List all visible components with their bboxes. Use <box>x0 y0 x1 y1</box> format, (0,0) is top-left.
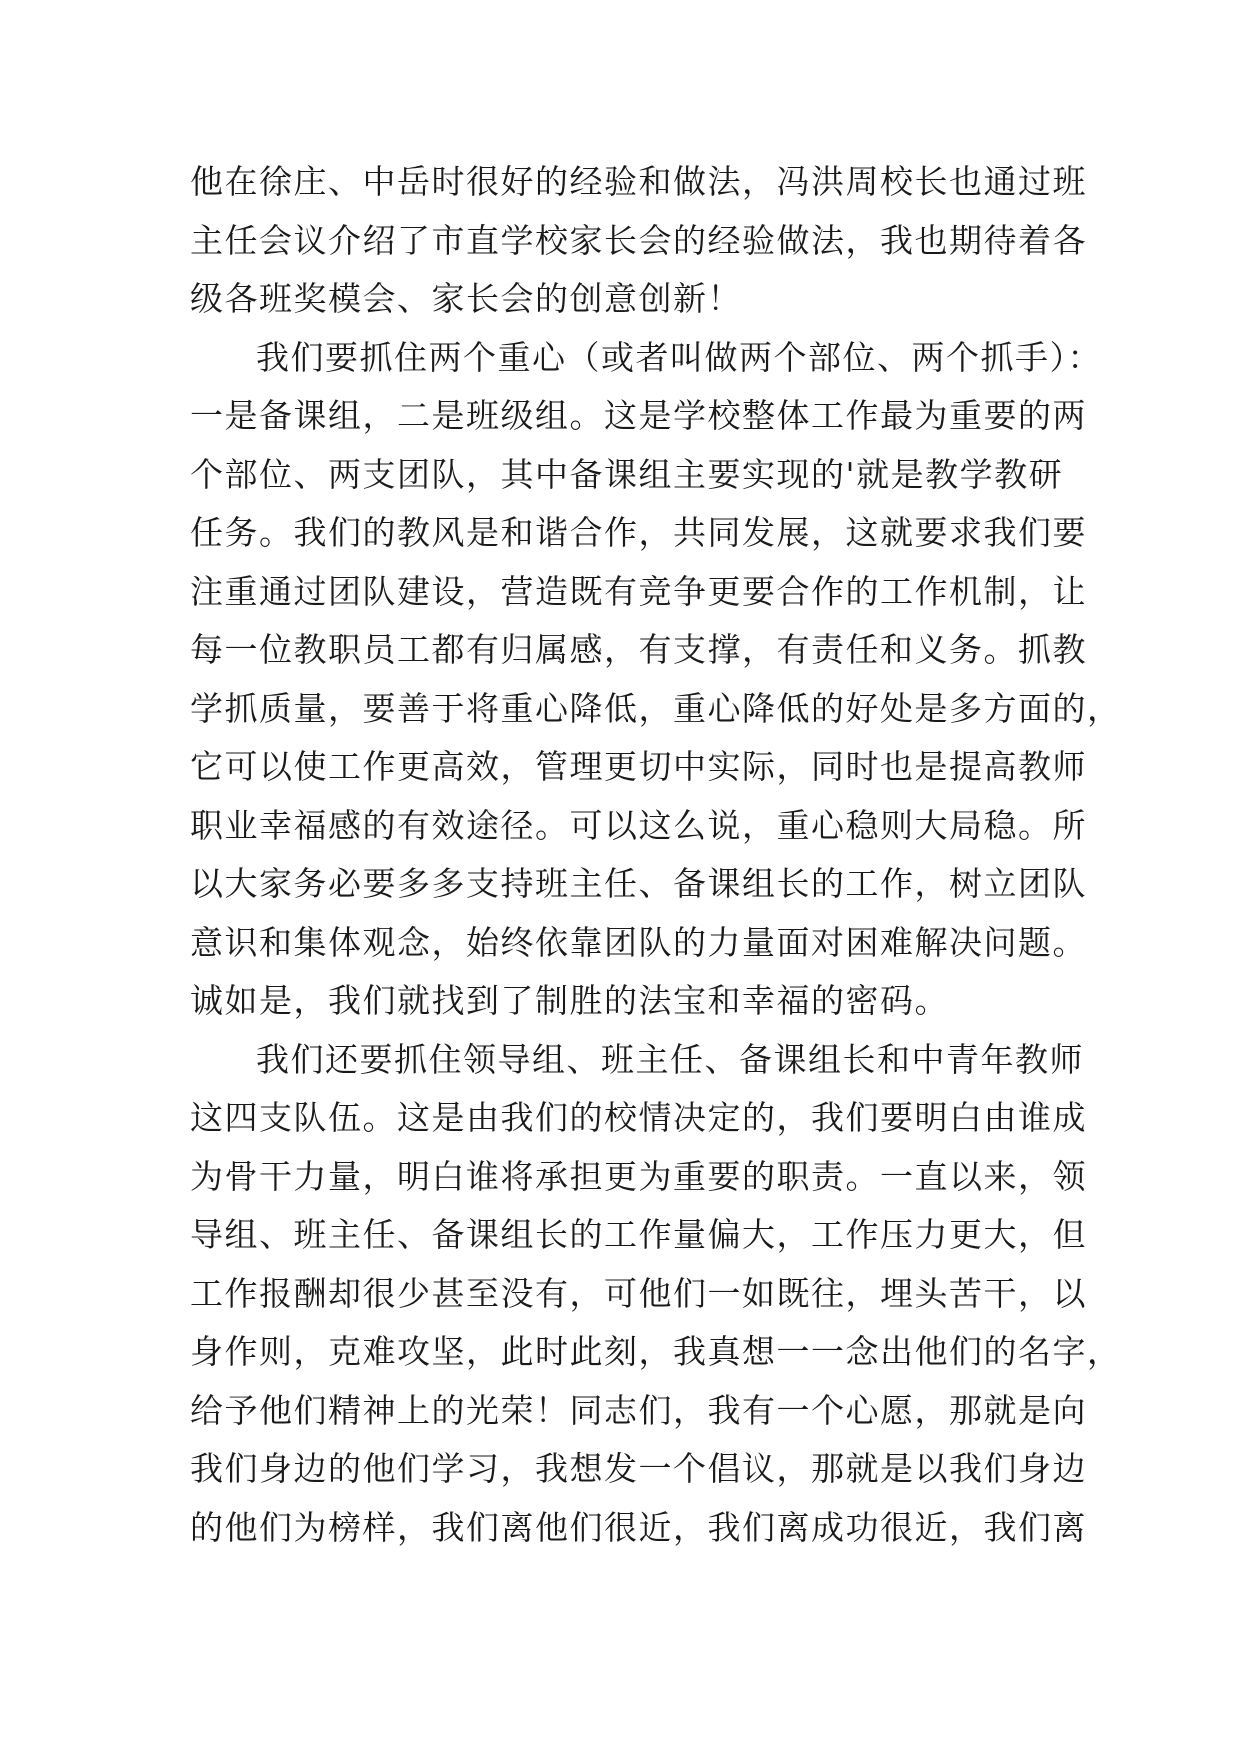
paragraph-start-line: 我们还要抓住领导组、班主任、备课组长和中青年教师 <box>256 1039 1084 1079</box>
text-line: 主任会议介绍了市直学校家长会的经验做法，我也期待着各 <box>190 220 1087 260</box>
text-line: 身作则，克难攻坚，此时此刻，我真想一一念出他们的名字， <box>190 1332 1122 1371</box>
text-line: 任务。我们的教风是和谐合作，共同发展，这就要求我们要 <box>190 513 1087 552</box>
text-line: 它可以使工作更高效，管理更切中实际，同时也是提高教师 <box>190 747 1087 786</box>
text-line: 导组、班主任、备课组长的工作量偏大，工作压力更大，但 <box>190 1215 1087 1254</box>
text-line: 注重通过团队建设，营造既有竞争更要合作的工作机制，让 <box>190 571 1087 611</box>
text-line: 个部位、两支团队，其中备课组主要实现的'就是教学教研 <box>190 454 1064 494</box>
text-line: 这四支队伍。这是由我们的校情决定的，我们要明白由谁成 <box>190 1098 1087 1137</box>
text-line: 的他们为榜样，我们离他们很近，我们离成功很近，我们离 <box>190 1507 1087 1547</box>
text-line: 学抓质量，要善于将重心降低，重心降低的好处是多方面的， <box>190 688 1122 728</box>
text-line: 我们身边的他们学习，我想发一个倡议，那就是以我们身边 <box>190 1449 1087 1488</box>
text-line: 给予他们精神上的光荣！同志们，我有一个心愿，那就是向 <box>190 1390 1087 1430</box>
text-line: 他在徐庄、中岳时很好的经验和做法，冯洪周校长也通过班 <box>190 162 1087 201</box>
text-line: 每一位教职员工都有归属感，有支撑，有责任和义务。抓教 <box>190 630 1087 669</box>
text-line: 意识和集体观念，始终依靠团队的力量面对困难解决问题。 <box>190 922 1087 962</box>
document-body <box>190 153 1122 1557</box>
text-line: 级各班奖模会、家长会的创意创新！ <box>190 279 742 318</box>
paragraph-start-line: 我们要抓住两个重心（或者叫做两个部位、两个抓手）： <box>256 337 1102 377</box>
text-line: 职业幸福感的有效途径。可以这么说，重心稳则大局稳。所 <box>190 805 1087 845</box>
text-line: 工作报酬却很少甚至没有，可他们一如既往，埋头苦干，以 <box>190 1273 1087 1313</box>
text-line: 以大家务必要多多支持班主任、备课组长的工作，树立团队 <box>190 864 1087 903</box>
text-line: 为骨干力量，明白谁将承担更为重要的职责。一直以来，领 <box>190 1156 1087 1196</box>
text-line: 一是备课组，二是班级组。这是学校整体工作最为重要的两 <box>190 396 1087 435</box>
text-line: 诚如是，我们就找到了制胜的法宝和幸福的密码。 <box>190 981 949 1020</box>
